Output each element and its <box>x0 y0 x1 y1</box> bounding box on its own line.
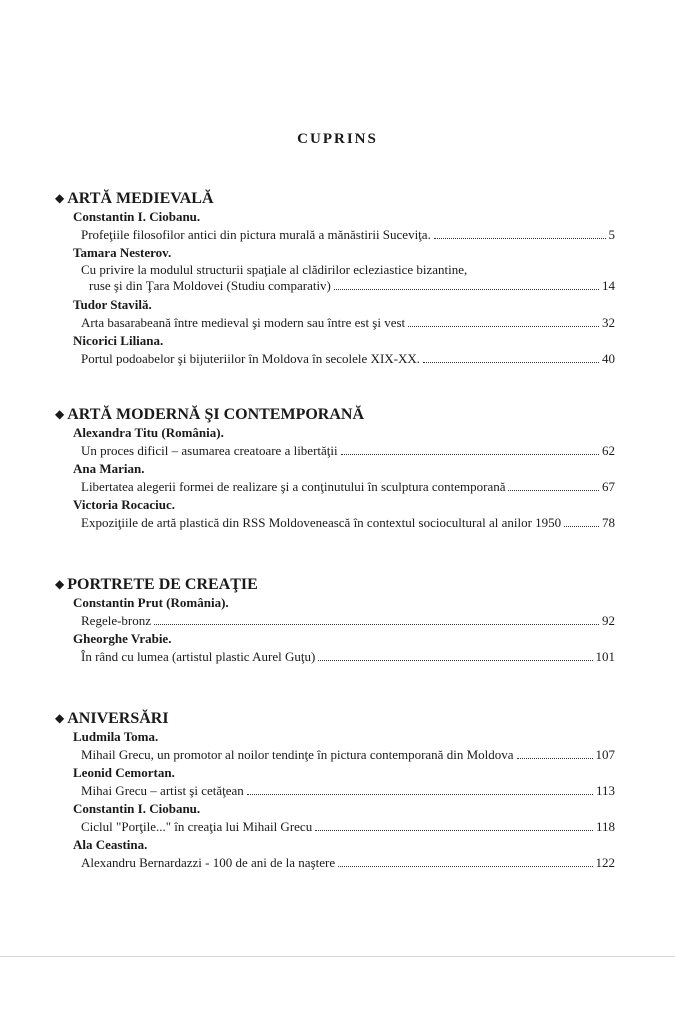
section-aniversari <box>55 708 615 872</box>
diamond-bullet-icon: ◆ <box>55 191 65 205</box>
section-heading: ◆ ANIVERSĂRI <box>55 710 169 727</box>
toc-entry[interactable]: Ciclul "Porţile..." în creaţia lui Mihail Grecu 118 <box>81 819 615 834</box>
page-number: 78 <box>602 515 615 530</box>
page-number: 113 <box>595 783 615 798</box>
toc-entry[interactable]: Profeţiile filosofilor antici din pictura murală a mănăstirii Suceviţa. 5 <box>81 227 615 242</box>
author: Tudor Stavilă. <box>73 297 152 312</box>
author: Alexandra Titu (România). <box>73 425 224 440</box>
page-number: 107 <box>595 747 615 762</box>
author: Ana Marian. <box>73 461 145 476</box>
diamond-bullet-icon: ◆ <box>55 407 65 421</box>
author: Constantin I. Ciobanu. <box>73 209 201 224</box>
author: Constantin Prut (România). <box>73 595 229 610</box>
section-arta-moderna <box>55 404 615 532</box>
section-heading: ◆ PORTRETE DE CREAŢIE <box>55 576 258 593</box>
page-number: 5 <box>608 227 615 242</box>
section-heading: ◆ ARTĂ MEDIEVALĂ <box>55 190 214 207</box>
page-number: 14 <box>602 278 615 293</box>
toc-entry[interactable]: Cu privire la modulul structurii spaţiale al clădirilor ecleziastice bizantine, ruse şi din Ţara Moldovei (Studiu comparativ) 14 <box>81 262 615 293</box>
section-portrete <box>55 574 615 666</box>
toc-entry[interactable]: Portul podoabelor şi bijuteriilor în Moldova în secolele XIX-XX. 40 <box>81 351 615 366</box>
diamond-bullet-icon: ◆ <box>55 577 65 591</box>
page-number: 32 <box>602 315 615 330</box>
author: Tamara Nesterov. <box>73 245 172 260</box>
toc-entry[interactable]: Mihai Grecu – artist şi cetăţean 113 <box>81 783 615 798</box>
author: Ludmila Toma. <box>73 729 159 744</box>
diamond-bullet-icon: ◆ <box>55 711 65 725</box>
toc-entry[interactable]: Regele-bronz 92 <box>81 613 615 628</box>
page-number: 40 <box>602 351 615 366</box>
footer-rule <box>0 956 675 958</box>
toc-entry[interactable]: Arta basarabeană între medieval şi modern sau între est şi vest 32 <box>81 315 615 330</box>
author: Constantin I. Ciobanu. <box>73 801 201 816</box>
page-number: 118 <box>595 819 615 834</box>
page-number: 67 <box>602 479 615 494</box>
toc-entry[interactable]: Un proces dificil – asumarea creatoare a libertăţii 62 <box>81 443 615 458</box>
page-number: 101 <box>595 649 615 664</box>
page-number: 62 <box>602 443 615 458</box>
toc-entry[interactable]: Libertatea alegerii formei de realizare şi a conţinutului în sculptura contemporană 67 <box>81 479 615 494</box>
page-number: 122 <box>595 855 615 870</box>
author: Ala Ceastina. <box>73 837 148 852</box>
author: Nicorici Liliana. <box>73 333 164 348</box>
toc-entry[interactable]: Alexandru Bernardazzi - 100 de ani de la naştere 122 <box>81 855 615 870</box>
toc-entry[interactable]: În rând cu lumea (artistul plastic Aurel Guţu) 101 <box>81 649 615 664</box>
toc-entry[interactable]: Expoziţiile de artă plastică din RSS Moldovenească în contextul sociocultural al anilor 1950 78 <box>81 515 615 530</box>
section-heading: ◆ ARTĂ MODERNĂ ŞI CONTEMPORANĂ <box>55 406 365 423</box>
author: Gheorghe Vrabie. <box>73 631 172 646</box>
author: Victoria Rocaciuc. <box>73 497 176 512</box>
section-arta-medievala <box>55 188 615 368</box>
page-number: 92 <box>602 613 615 628</box>
author: Leonid Cemortan. <box>73 765 175 780</box>
page-title: CUPRINS <box>297 131 378 147</box>
toc-entry[interactable]: Mihail Grecu, un promotor al noilor tendinţe în pictura contemporană din Moldova 107 <box>81 747 615 762</box>
